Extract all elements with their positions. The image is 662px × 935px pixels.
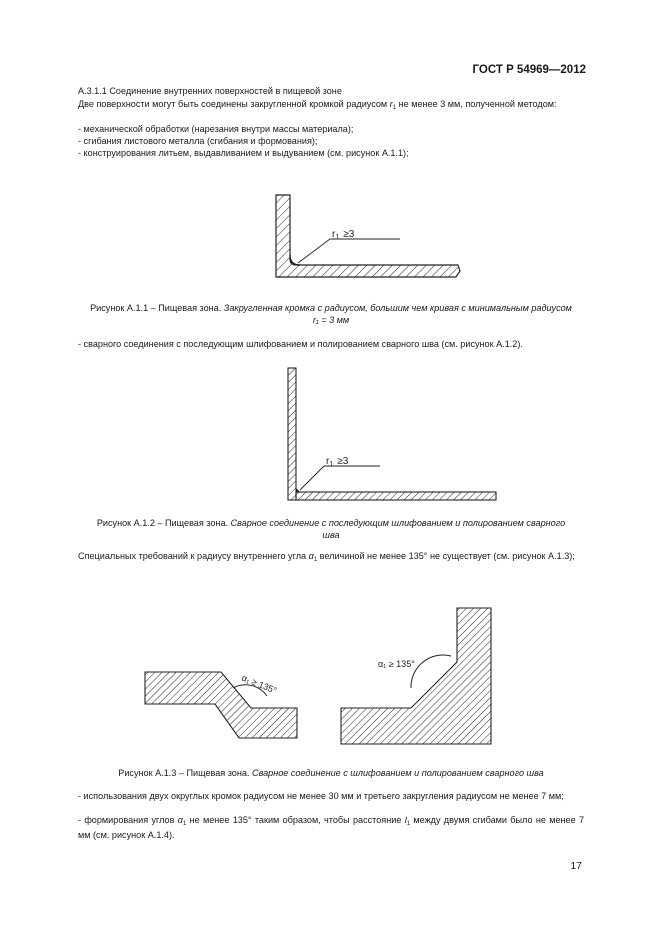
angle-paragraph: Специальных требований к радиусу внутреннего угла $\alpha_1$ величиной не менее 135° не существует (см. рисунок А.1.3); <box>78 551 575 563</box>
weld-seam <box>296 488 300 492</box>
figure-a-1-3-caption: Рисунок А.1.3 – Пищевая зона. Сварное соединение с шлифованием и полированием сварного шва <box>118 768 544 778</box>
figure-a-1-2 <box>280 362 500 508</box>
figure-a-1-1 <box>260 185 490 295</box>
intro-variable-sub: 1 <box>392 105 397 111</box>
fig2-radius-label: $r_1 \ge 3$ <box>326 456 349 468</box>
document-code: ГОСТ Р 54969—2012 <box>472 64 586 76</box>
bent-sheet <box>276 195 460 277</box>
left-profile <box>145 672 297 738</box>
intro-paragraph <box>78 99 584 114</box>
weld-list-item: - сварного соединения с последующим шлифованием и полированием сварного шва (см. рисунок А.1.2). <box>78 339 523 349</box>
method-list-item: - механической обработки (нарезания внутри массы материала); <box>78 124 354 134</box>
method-list-item: - сгибания листового металла (сгибания и формования); <box>78 136 318 146</box>
page-number: 17 <box>570 860 582 872</box>
vertical-sheet <box>288 368 296 500</box>
section-heading: А.3.1.1 Соединение внутренних поверхностей в пищевой зоне <box>78 86 342 96</box>
intro-text-b: не менее 3 мм, полученной методом: <box>396 99 557 109</box>
figure-a-1-3 <box>135 600 495 750</box>
intro-text-a: Две поверхности могут быть соединены закругленной кромкой радиусом <box>78 99 390 109</box>
right-profile <box>341 608 491 744</box>
horizontal-sheet <box>296 492 496 500</box>
bottom-list-item: - формирования углов $\alpha_1$ не менее 135° таким образом, чтобы расстояние $l_1$ между двумя сгибами было не менее 7 мм (см. рисунок А.1.4). <box>78 815 585 840</box>
figure-a-1-1-caption-line2: r₁ = 3 мм <box>312 315 350 325</box>
fig3-left-angle-label: α₁ ≥ 135° <box>240 672 279 696</box>
figure-a-1-2-caption: Рисунок А.1.2 – Пищевая зона. Сварное соединение с последующим шлифованием и полированием сварного <box>96 518 566 528</box>
figure-a-1-2-caption-line2: шва <box>322 530 340 540</box>
radius-leader <box>298 239 330 263</box>
fig3-right-angle-label: α₁ ≥ 135° <box>378 659 415 669</box>
intro-variable: r <box>389 99 393 109</box>
method-list-item: - конструирования литьем, выдавливанием и выдуванием (см. рисунок А.1.1); <box>78 148 409 158</box>
fig1-radius-label: $r_1 \ge 3$ <box>332 229 355 241</box>
figure-a-1-1-caption: Рисунок А.1.1 – Пищевая зона. Закругленная кромка с радиусом, большим чем кривая с минимальным радиусом <box>90 303 572 313</box>
radius-leader <box>300 466 324 490</box>
bottom-list-item: - использования двух округлых кромок радиусом не менее 30 мм и третьего закругления радиусом не менее 7 мм; <box>78 791 564 801</box>
